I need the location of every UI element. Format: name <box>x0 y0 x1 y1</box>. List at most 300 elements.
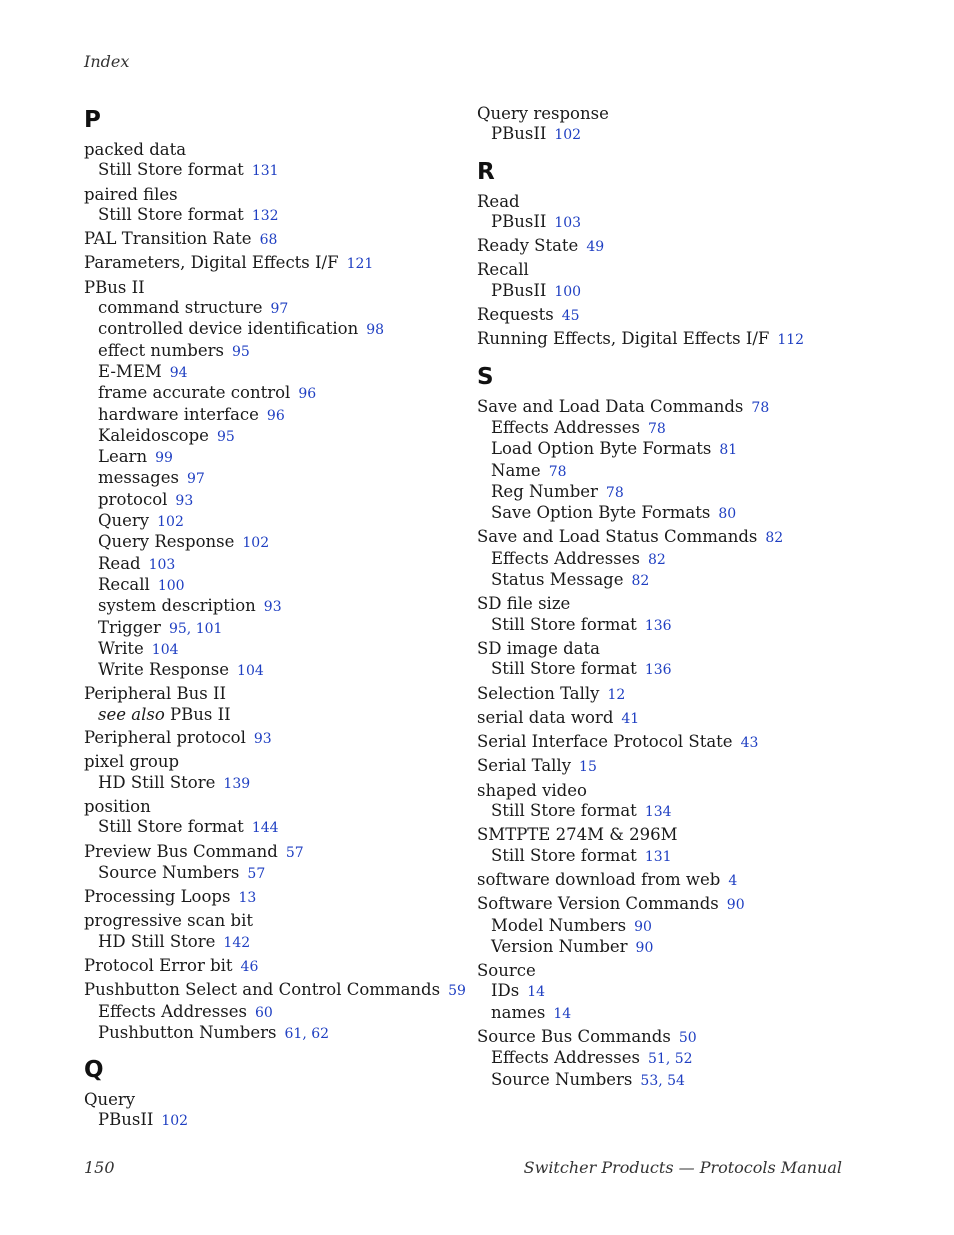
index-term: Save and Load Status Commands <box>477 527 758 547</box>
page-refs <box>554 284 581 300</box>
page-link[interactable]: 96 <box>266 407 285 424</box>
index-term: progressive scan bit <box>84 911 254 931</box>
page-refs <box>157 514 184 530</box>
index-term: Read <box>477 191 520 211</box>
page-refs <box>718 506 736 522</box>
index-subterm: Query Response <box>98 532 235 552</box>
page-link[interactable]: 139 <box>223 775 251 792</box>
index-subentry <box>477 461 877 482</box>
page-link[interactable]: 95 <box>231 343 250 360</box>
page-link[interactable]: 78 <box>751 399 770 416</box>
page-refs <box>155 450 173 466</box>
index-term-line <box>84 278 484 298</box>
page-link[interactable]: 80 <box>718 506 737 523</box>
index-subentry <box>84 511 484 532</box>
page-refs <box>255 1005 273 1021</box>
index-term: position <box>84 796 151 816</box>
index-subterm: Source Numbers <box>491 1069 633 1089</box>
page-refs <box>608 687 626 703</box>
page-refs <box>170 365 188 381</box>
page-refs <box>448 983 466 999</box>
index-subterm: Read <box>98 553 141 573</box>
page-link[interactable]: 90 <box>726 897 745 914</box>
page-refs <box>284 1026 329 1042</box>
page-refs <box>728 873 737 889</box>
index-term: PBus II <box>84 277 145 297</box>
index-term: Serial Interface Protocol State <box>477 732 733 752</box>
page-refs <box>562 308 580 324</box>
index-subterm: system description <box>98 596 256 616</box>
index-subterm: Still Store format <box>491 614 637 634</box>
index-term-line <box>477 961 877 981</box>
page-link[interactable]: 102 <box>161 1113 189 1130</box>
page-refs <box>242 535 269 551</box>
index-subterm: hardware interface <box>98 404 259 424</box>
index-subentry <box>84 575 484 596</box>
page-link[interactable]: 100 <box>554 283 582 300</box>
index-subentry <box>84 205 484 226</box>
index-subterm: Pushbutton Numbers <box>98 1022 277 1042</box>
index-entry <box>477 639 877 681</box>
index-entry <box>84 1090 484 1132</box>
page-separator: , <box>658 1072 668 1089</box>
index-subentry <box>477 439 877 460</box>
index-subterm: Save Option Byte Formats <box>491 503 711 523</box>
page-link[interactable]: 144 <box>251 820 279 837</box>
index-subentry <box>84 426 484 447</box>
page-link[interactable]: 134 <box>644 804 672 821</box>
index-entry <box>477 594 877 636</box>
index-entry <box>477 104 877 146</box>
index-term: serial data word <box>477 707 614 727</box>
index-subentry <box>477 801 877 822</box>
page-refs <box>636 940 654 956</box>
page-link[interactable]: 4 <box>728 872 738 889</box>
index-subentry <box>84 341 484 362</box>
page-refs <box>554 127 581 143</box>
page-refs <box>554 215 581 231</box>
index-term: Peripheral Bus II <box>84 684 226 704</box>
page-number: 150 <box>84 1158 115 1177</box>
index-subentry <box>84 532 484 553</box>
index-subterm: Still Store format <box>491 659 637 679</box>
index-term: Parameters, Digital Effects I/F <box>84 253 339 273</box>
page-refs <box>751 400 769 416</box>
index-column-left <box>84 104 484 1135</box>
index-term-line <box>477 825 877 845</box>
index-subentry <box>84 863 484 884</box>
index-subentry <box>477 1070 877 1091</box>
index-subentry <box>84 298 484 319</box>
index-column-right <box>477 104 877 1094</box>
page-link[interactable]: 90 <box>634 918 652 935</box>
page-link[interactable]: 51 <box>647 1051 666 1068</box>
index-subterm: controlled device identification <box>98 319 359 339</box>
page-refs <box>679 1030 697 1046</box>
index-entry <box>477 684 877 705</box>
index-entry <box>477 236 877 257</box>
page-link[interactable]: 82 <box>647 551 666 568</box>
index-term-line <box>477 260 877 280</box>
index-subterm: Kaleidoscope <box>98 425 209 445</box>
index-subentry <box>84 705 484 725</box>
index-term: shaped video <box>477 780 587 800</box>
page-link[interactable]: 57 <box>285 844 304 861</box>
index-subterm: PBusII <box>491 280 547 300</box>
index-entry <box>84 253 484 274</box>
page-refs <box>347 256 374 272</box>
index-subterm: Still Store format <box>98 160 244 180</box>
index-term-line <box>477 305 877 326</box>
index-subterm: PBusII <box>491 124 547 144</box>
index-subentry <box>84 383 484 404</box>
page-refs <box>645 662 672 678</box>
page-link[interactable]: 12 <box>607 686 626 703</box>
index-subentry <box>477 659 877 680</box>
index-subentry <box>84 319 484 340</box>
index-subterm: Model Numbers <box>491 915 627 935</box>
page-link[interactable]: 142 <box>223 934 251 951</box>
page-link[interactable]: 96 <box>298 386 317 403</box>
index-entry <box>477 397 877 525</box>
page-link[interactable]: 101 <box>195 620 223 637</box>
page-refs <box>298 386 316 402</box>
page-link[interactable]: 136 <box>644 617 672 634</box>
index-subentry <box>477 1048 877 1069</box>
index-subentry <box>477 281 877 302</box>
page-link[interactable]: 41 <box>621 710 640 727</box>
index-entry <box>84 752 484 794</box>
index-subterm: Version Number <box>491 936 628 956</box>
page-refs <box>553 1006 571 1022</box>
index-term: Serial Tally <box>477 756 572 776</box>
index-subterm: PBusII <box>491 211 547 231</box>
index-subentry <box>477 615 877 636</box>
index-subterm: HD Still Store <box>98 772 216 792</box>
page-refs <box>252 820 279 836</box>
index-term-line <box>84 752 484 772</box>
index-entry <box>477 781 877 823</box>
index-term-line <box>84 253 484 274</box>
page-refs <box>252 163 279 179</box>
page-refs <box>645 618 672 634</box>
page-link[interactable]: 82 <box>765 530 784 547</box>
page-link[interactable]: 49 <box>586 239 605 256</box>
index-term-line <box>477 594 877 614</box>
index-entry <box>84 278 484 682</box>
index-subterm: protocol <box>98 489 168 509</box>
index-subterm: Still Store format <box>98 204 244 224</box>
index-entry <box>84 728 484 749</box>
index-term: paired files <box>84 184 178 204</box>
index-subentry <box>84 490 484 511</box>
index-term-line <box>84 956 484 977</box>
index-term: Software Version Commands <box>477 894 719 914</box>
page-refs <box>765 530 783 546</box>
index-term: Source Bus Commands <box>477 1026 671 1046</box>
page-link[interactable]: 112 <box>777 332 805 349</box>
page-link[interactable]: 95 <box>216 428 235 445</box>
page-link[interactable]: 13 <box>238 890 257 907</box>
page-link[interactable]: 78 <box>548 463 567 480</box>
page-refs <box>223 776 250 792</box>
page-link[interactable]: 15 <box>579 759 597 776</box>
index-term: Query <box>84 1090 136 1110</box>
index-subentry <box>84 639 484 660</box>
page-link[interactable]: 95 <box>168 620 187 637</box>
page-link[interactable]: 132 <box>251 207 279 224</box>
index-entry <box>84 980 484 1044</box>
index-entry <box>84 229 484 250</box>
page-refs <box>158 578 185 594</box>
page-refs <box>648 421 666 437</box>
index-term-line <box>477 684 877 705</box>
section-letter-r: R <box>477 158 495 185</box>
page-link[interactable]: 131 <box>644 848 672 865</box>
page-link[interactable]: 57 <box>247 865 266 882</box>
index-subentry <box>84 596 484 617</box>
index-subterm: IDs <box>491 981 520 1001</box>
page-link[interactable]: 52 <box>674 1051 693 1068</box>
index-term-line <box>477 236 877 257</box>
index-term-line <box>477 708 877 729</box>
index-term: pixel group <box>84 752 180 772</box>
page-link[interactable]: 99 <box>155 450 173 467</box>
index-subentry <box>84 447 484 468</box>
page-link[interactable]: 82 <box>631 573 650 590</box>
index-subterm: Source Numbers <box>98 862 240 882</box>
page-refs <box>260 232 278 248</box>
index-term-line <box>477 639 877 659</box>
index-term: Peripheral protocol <box>84 728 246 748</box>
page-link[interactable]: 100 <box>157 577 185 594</box>
page-refs <box>241 959 259 975</box>
index-term-line <box>477 397 877 418</box>
index-term: SD image data <box>477 638 600 658</box>
index-subentry <box>84 554 484 575</box>
index-term-line <box>84 911 484 931</box>
index-entry <box>477 961 877 1024</box>
page-link[interactable]: 59 <box>448 983 466 1000</box>
index-entry <box>84 956 484 977</box>
index-subterm: Write <box>98 638 144 658</box>
index-subterm[interactable]: PBus II <box>170 704 231 724</box>
page-refs <box>238 890 256 906</box>
page-refs <box>579 759 597 775</box>
page-link[interactable]: 104 <box>151 641 179 658</box>
page-refs <box>217 429 235 445</box>
page-link[interactable]: 102 <box>157 514 184 531</box>
page-refs <box>549 464 567 480</box>
index-term-line <box>84 887 484 908</box>
index-subterm: E-MEM <box>98 361 162 381</box>
index-subterm: Still Store format <box>491 801 637 821</box>
index-subentry <box>84 660 484 681</box>
page-refs <box>187 471 205 487</box>
index-term-line <box>84 140 484 160</box>
page-refs <box>621 711 639 727</box>
index-subterm: names <box>491 1002 546 1022</box>
page-link[interactable]: 62 <box>311 1025 330 1042</box>
index-term: SD file size <box>477 594 571 614</box>
page-link[interactable]: 43 <box>740 735 759 752</box>
running-head: Index <box>84 52 130 71</box>
index-entry <box>84 140 484 182</box>
index-subterm: Effects Addresses <box>491 548 640 568</box>
page-refs <box>254 731 272 747</box>
index-subentry <box>84 405 484 426</box>
index-term: Query response <box>477 104 609 123</box>
index-entry <box>84 887 484 908</box>
page-link[interactable]: 93 <box>263 599 282 616</box>
page-refs <box>634 919 652 935</box>
page-refs <box>645 849 672 865</box>
index-subterm: Reg Number <box>491 481 598 501</box>
index-term-line <box>477 781 877 801</box>
index-term: Running Effects, Digital Effects I/F <box>477 329 770 349</box>
page-refs <box>777 332 804 348</box>
index-term-line <box>477 1027 877 1048</box>
index-subterm: Recall <box>98 574 150 594</box>
index-term-line <box>477 870 877 891</box>
page-refs <box>286 845 304 861</box>
index-subentry <box>84 468 484 489</box>
page-refs <box>252 208 279 224</box>
page-separator: , <box>665 1051 675 1068</box>
index-subentry <box>84 932 484 953</box>
index-subterm: Trigger <box>98 617 161 637</box>
index-subentry <box>84 362 484 383</box>
index-term: Pushbutton Select and Control Commands <box>84 980 441 1000</box>
section-letter-p: P <box>84 107 101 133</box>
page-refs <box>648 1051 693 1067</box>
page-refs <box>719 442 737 458</box>
page-link[interactable]: 102 <box>242 535 270 552</box>
page-refs <box>169 621 222 637</box>
page-separator: , <box>186 620 196 637</box>
index-term: PAL Transition Rate <box>84 229 252 249</box>
index-subterm: Status Message <box>491 570 624 590</box>
page-link[interactable]: 131 <box>251 163 279 180</box>
page-refs <box>632 573 650 589</box>
section-letter-q: Q <box>84 1057 104 1084</box>
index-term-line <box>84 980 484 1001</box>
index-term-line <box>477 732 877 753</box>
page-link[interactable]: 45 <box>561 308 580 325</box>
index-subterm: Write Response <box>98 660 230 680</box>
index-subentry <box>84 817 484 838</box>
page-refs <box>175 493 193 509</box>
page-link[interactable]: 14 <box>527 984 546 1001</box>
page-link[interactable]: 61 <box>284 1025 303 1042</box>
index-entry <box>477 192 877 234</box>
page-refs <box>727 897 745 913</box>
index-term: Source <box>477 961 536 981</box>
page-link[interactable]: 104 <box>237 663 264 680</box>
page-link[interactable]: 53 <box>640 1072 659 1089</box>
index-entry <box>477 1027 877 1091</box>
index-term: software download from web <box>477 869 721 889</box>
page-separator: , <box>302 1025 312 1042</box>
index-term-line <box>477 104 877 124</box>
index-term-line <box>84 185 484 205</box>
page-link[interactable]: 93 <box>253 731 272 748</box>
index-term: packed data <box>84 140 187 159</box>
page-link[interactable]: 103 <box>554 214 582 231</box>
page-link[interactable]: 50 <box>678 1029 697 1046</box>
index-term-line <box>84 728 484 749</box>
page-refs <box>606 485 624 501</box>
index-subterm: Effects Addresses <box>491 1048 640 1068</box>
index-entry <box>84 684 484 725</box>
index-subterm: Name <box>491 460 541 480</box>
index-subentry <box>477 418 877 439</box>
page-link[interactable]: 90 <box>635 939 654 956</box>
page-link[interactable]: 60 <box>254 1004 273 1021</box>
page-link[interactable]: 93 <box>175 492 194 509</box>
index-term: Ready State <box>477 236 579 256</box>
index-entry <box>84 185 484 227</box>
index-entry <box>477 305 877 326</box>
page-link[interactable]: 68 <box>259 232 278 249</box>
index-subterm: frame accurate control <box>98 383 291 403</box>
page-refs <box>161 1113 188 1129</box>
section-letter-s: S <box>477 363 494 390</box>
page-link[interactable]: 78 <box>605 484 624 501</box>
page-link[interactable]: 54 <box>667 1072 685 1089</box>
page-refs <box>149 557 176 573</box>
page-link[interactable]: 46 <box>240 958 259 975</box>
index-subterm: PBusII <box>98 1110 154 1130</box>
index-subterm: Learn <box>98 447 148 467</box>
index-entry <box>477 329 877 350</box>
index-term: Recall <box>477 260 529 280</box>
page-link[interactable]: 98 <box>366 322 385 339</box>
index-entry <box>477 732 877 753</box>
page-link[interactable]: 94 <box>169 364 188 381</box>
index-term-line <box>477 329 877 350</box>
index-subentry <box>477 916 877 937</box>
page-link[interactable]: 97 <box>270 301 289 318</box>
index-subentry <box>477 549 877 570</box>
index-subentry <box>84 1023 484 1044</box>
page-link[interactable]: 103 <box>148 556 176 573</box>
page-link[interactable]: 78 <box>647 420 666 437</box>
page-refs <box>645 804 672 820</box>
page-refs <box>267 408 285 424</box>
index-term: Save and Load Data Commands <box>477 396 744 416</box>
index-term: Requests <box>477 305 554 325</box>
page-link[interactable]: 81 <box>719 442 738 459</box>
index-subterm: Load Option Byte Formats <box>491 439 712 459</box>
index-entry <box>477 870 877 891</box>
page-refs <box>271 301 289 317</box>
page-link[interactable]: 97 <box>186 471 205 488</box>
page-link[interactable]: 136 <box>644 662 672 679</box>
page-link[interactable]: 121 <box>346 256 374 273</box>
book-title: Switcher Products — Protocols Manual <box>523 1158 842 1177</box>
page-link[interactable]: 14 <box>553 1005 572 1022</box>
page-refs <box>640 1073 685 1089</box>
index-entry <box>477 708 877 729</box>
index-subentry <box>477 1003 877 1024</box>
index-term: SMTPTE 274M & 296M <box>477 825 678 845</box>
page-refs <box>366 322 384 338</box>
index-subterm: Still Store format <box>98 817 244 837</box>
page-link[interactable]: 102 <box>554 127 582 144</box>
index-term: Processing Loops <box>84 887 231 907</box>
index-term-line <box>477 756 877 777</box>
